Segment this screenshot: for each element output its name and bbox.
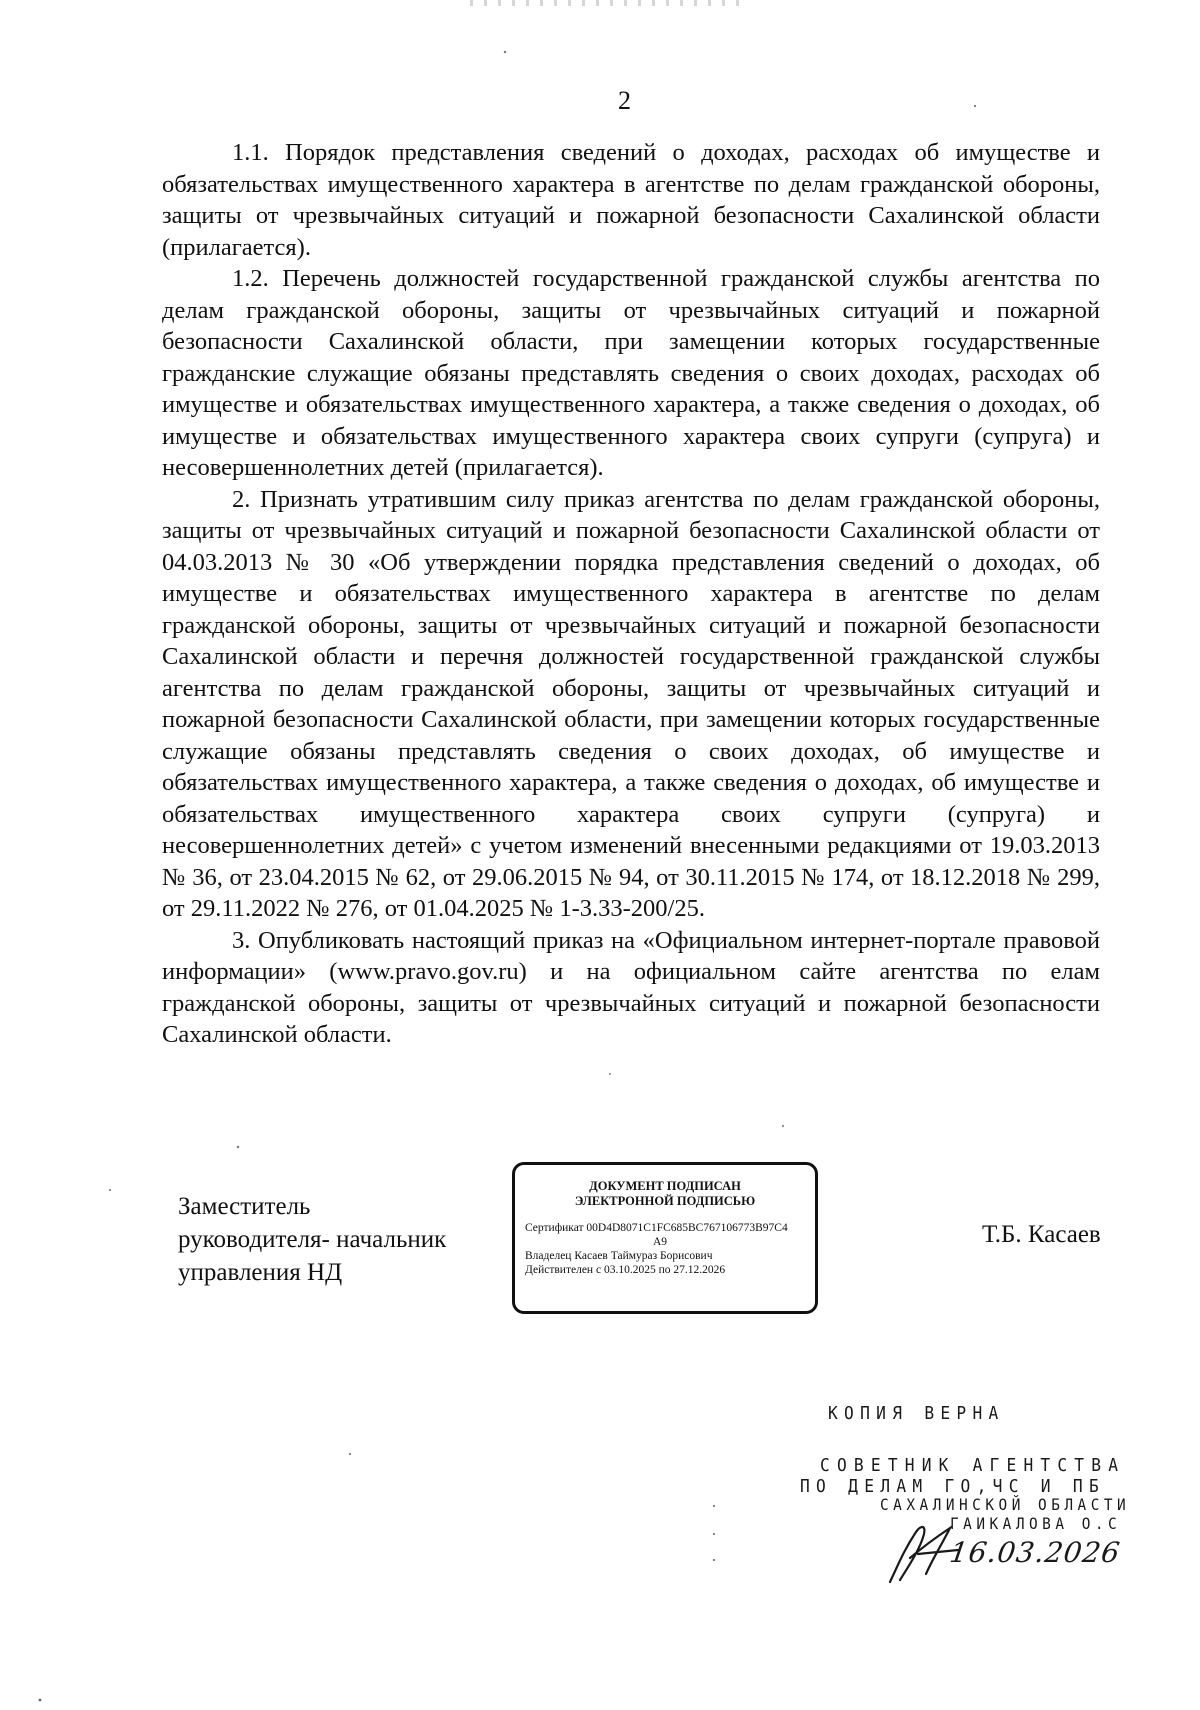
paragraph-2: 2. Признать утратившим силу приказ агентства по делам гражданской обороны, защиты от чрезвычайных ситуаций и пожарной безопасности Сахалинской области от 04.03.2013 № 30 «Об утверждении порядка представления сведений о доходах, об имуществе и обязательствах имущественного характера в агентстве по делам гражданской обороны, защиты от чрезвычайных ситуаций и пожарной безопасности Сахалинской области и перечня должностей государственной гражданской службы агентства по делам гражданской обороны, защиты от чрезвычайных ситуаций и пожарной безопасности Сахалинской области, при замещении которых государственные служащие обязаны представлять сведения о своих доходах, об имуществе и обязательствах имущественного характера, а также сведения о доходах, об имуществе и обязательствах имущественного характера своих супруги (супруга) и несовершеннолетних детей» с учетом изменений внесенными редакциями от 19.03.2013 № 36, от 23.04.2015 № 62, от 29.06.2015 № 94, от 30.11.2015 № 174, от 18.12.2018 № 299, от 29.11.2022 № 276, от 01.04.2025 № 1-3.33-200/25. (162, 485, 1100, 922)
signer-title-line: руководителя- начальник (178, 1226, 447, 1253)
stamp-validity: Действителен с 03.10.2025 по 27.12.2026 (525, 1264, 726, 1276)
copy-stamp-line: ПО ДЕЛАМ ГО,ЧС И ПБ (800, 1476, 1106, 1497)
copy-stamp-line: СОВЕТНИК АГЕНТСТВА (820, 1455, 1126, 1476)
paragraph-1-1: 1.1. Порядок представления сведений о доходах, расходах об имуществе и обязательствах имущественного характера в агентстве по делам гражданской обороны, защиты от чрезвычайных ситуаций и пожарной безопасности Сахалинской области (прилагается). (162, 139, 1100, 261)
stamp-certificate: Сертификат 00D4D8071C1FC685BC767106773B97C4 (525, 1222, 788, 1234)
copy-stamp-date: 16.03.2026 (947, 1536, 1123, 1569)
stamp-title-line: ДОКУМЕНТ ПОДПИСАН (589, 1179, 741, 1193)
signer-title-line: Заместитель (178, 1193, 311, 1220)
signer-title-line: управления НД (178, 1259, 343, 1286)
stamp-owner: Владелец Касаев Таймураз Борисович (525, 1250, 713, 1262)
copy-stamp-line: САХАЛИНСКОЙ ОБЛАСТИ (880, 1495, 1131, 1514)
paragraph-1-2: 1.2. Перечень должностей государственной гражданской службы агентства по делам гражданской обороны, защиты от чрезвычайных ситуаций и пожарной безопасности Сахалинской области, при замещении которых государственные гражданские служащие обязаны представлять сведения о своих доходах, расходах об имуществе и обязательствах имущественного характера, а также сведения о доходах, об имуществе и обязательствах имущественного характера своих супруги (супруга) и несовершеннолетних детей (прилагается). (162, 265, 1100, 481)
page-number: 2 (618, 86, 631, 115)
copy-stamp-line: КОПИЯ ВЕРНА (828, 1403, 1005, 1424)
paragraph-3: 3. Опубликовать настоящий приказ на «Официальном интернет-портале правовой информации» (www.pravo.gov.ru) и на официальном сайте агентства по елам гражданской обороны, защиты от чрезвычайных ситуаций и пожарной безопасности Сахалинской области. (162, 926, 1100, 1048)
signer-name: Т.Б. Касаев (982, 1221, 1101, 1248)
copy-stamp-line: ГАИКАЛОВА О.С (950, 1514, 1122, 1533)
stamp-certificate-tail: A9 (652, 1236, 668, 1248)
stamp-title-line: ЭЛЕКТРОННОЙ ПОДПИСЬЮ (574, 1194, 756, 1208)
